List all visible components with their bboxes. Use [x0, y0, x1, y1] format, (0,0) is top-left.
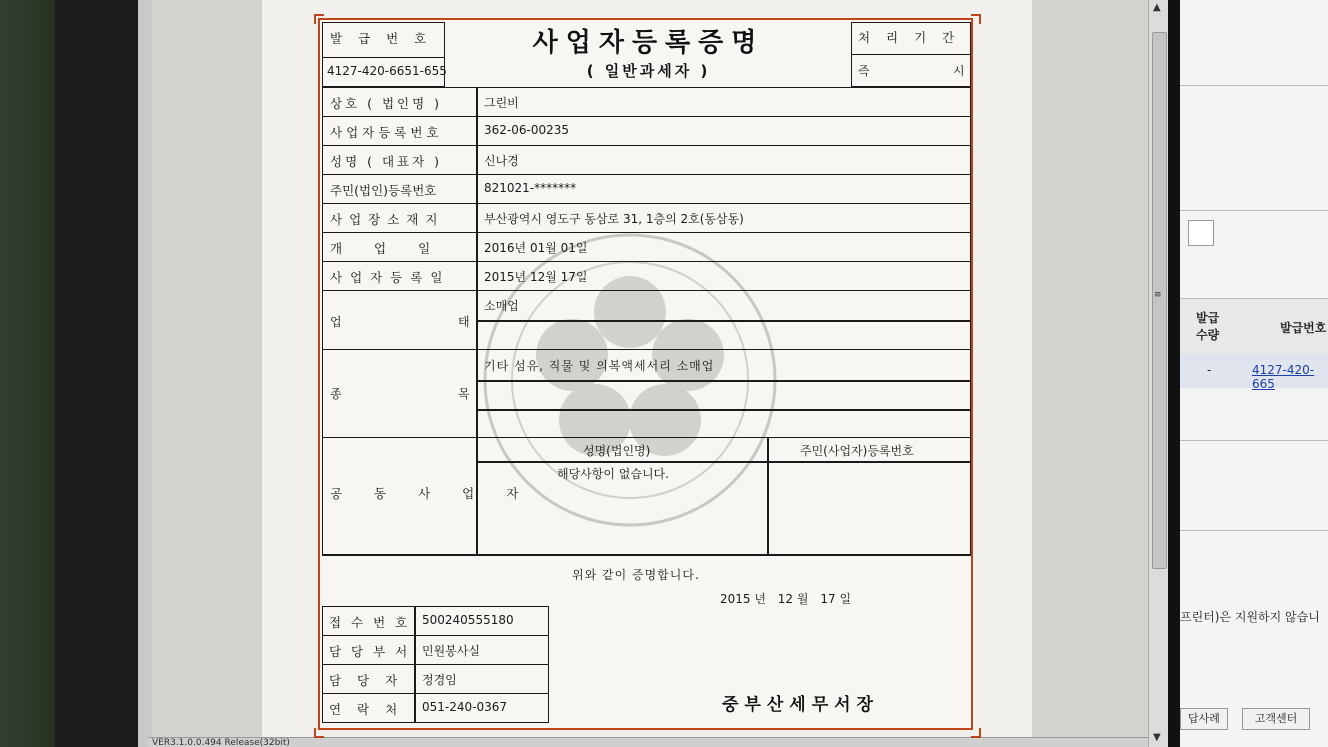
row-divider [322, 554, 971, 556]
row-divider [476, 409, 971, 411]
column-divider [767, 437, 769, 555]
day-unit: 일 [839, 592, 852, 606]
row-divider [476, 380, 971, 382]
processing-period-value-right: 시 [953, 64, 965, 78]
registration-date-value: 2015년 12월 17일 [484, 270, 588, 284]
business-item-label-right: 목 [458, 387, 470, 401]
col-qty-header: 발급 [1196, 311, 1220, 325]
column-divider [414, 606, 416, 723]
business-type-value: 소매업 [484, 299, 519, 313]
tax-office-name: 중부산세무서장 [722, 695, 879, 715]
contact-value: 051-240-0367 [422, 700, 508, 714]
row-divider [476, 461, 971, 463]
issue-day: 17 [820, 592, 836, 606]
grip-icon: ≡ [1154, 290, 1162, 300]
monitor-bezel [55, 0, 140, 747]
year-unit: 년 [754, 592, 766, 606]
crop-mark [314, 728, 324, 738]
business-item-value: 기타 섬유, 직물 및 의복액세서리 소매업 [484, 359, 715, 373]
status-bar: VER3.1.0.0.494 Release(32bit) [148, 737, 1148, 747]
input-field[interactable] [1188, 220, 1214, 246]
column-divider [476, 87, 478, 291]
resident-number-label: 주민(법인)등록번호 [330, 183, 437, 198]
registration-number-value: 362-06-00235 [484, 123, 570, 137]
row-divider [476, 320, 971, 322]
faq-button[interactable]: 답사례 [1180, 708, 1228, 730]
col-qty-header-2: 수량 [1196, 328, 1220, 342]
issue-month: 12 [777, 592, 794, 606]
table-header [1180, 298, 1328, 356]
header-divider [322, 22, 971, 88]
representative-label: 성명 ( 대표자 ) [330, 154, 443, 169]
opening-date-label: 개 업 일 [330, 241, 445, 256]
receipt-number-value: 500240555180 [422, 613, 514, 627]
issue-year: 2015 [720, 592, 751, 606]
scroll-down-icon[interactable]: ▼ [1153, 732, 1161, 743]
month-unit: 월 [796, 592, 809, 606]
business-type-label-left: 업 [330, 315, 342, 329]
joint-name-header: 성명(법인명) [583, 444, 651, 458]
customer-center-button[interactable]: 고객센터 [1242, 708, 1310, 730]
issue-number-value: 4127-420-6651-655 [327, 64, 447, 78]
joint-business-label: 공 동 사 업 자 [330, 486, 533, 501]
trade-name-value: 그린비 [484, 96, 519, 110]
issue-number-link[interactable]: 4127-420-665 [1252, 363, 1315, 391]
table-row[interactable] [1180, 354, 1328, 391]
opening-date-value: 2016년 01월 01일 [484, 241, 588, 255]
receipt-number-label: 접 수 번 호 [329, 615, 411, 630]
department-label: 담 당 부 서 [329, 644, 411, 659]
scroll-thumb[interactable] [1152, 32, 1167, 569]
registration-date-label: 사업자등록일 [330, 270, 451, 285]
crop-mark [971, 14, 981, 24]
business-type-label-right: 태 [458, 315, 470, 329]
scroll-up-icon[interactable]: ▲ [1153, 2, 1161, 13]
notice-text: 프린터)은 지원하지 않습니 [1180, 610, 1320, 624]
business-address-value: 부산광역시 영도구 동삼로 31, 1층의 2호(동삼동) [484, 212, 744, 226]
officer-label: 담 당 자 [329, 673, 404, 688]
monitor-bezel-right [1168, 0, 1180, 747]
trade-name-label: 상호 ( 법인명 ) [330, 96, 443, 111]
row-qty: - [1207, 363, 1212, 377]
column-divider [476, 349, 478, 438]
certify-text: 위와 같이 증명합니다. [572, 568, 700, 582]
joint-id-header: 주민(사업자)등록번호 [800, 444, 914, 458]
issue-number-label: 발 급 번 호 [330, 31, 433, 46]
desk-background [0, 0, 60, 747]
business-item-label-left: 종 [330, 387, 342, 401]
issue-date [720, 590, 851, 607]
processing-period-label: 처 리 기 간 [858, 30, 961, 45]
col-issue-number-header: 발급번호 [1280, 321, 1327, 335]
contact-label: 연 락 처 [329, 702, 404, 717]
business-address-label: 사업장소재지 [330, 212, 445, 227]
officer-value: 정경임 [422, 673, 457, 687]
certificate-subtitle: ( 일반과세자 ) [586, 62, 711, 80]
joint-business-value: 해당사항이 없습니다. [557, 467, 669, 481]
crop-mark [971, 728, 981, 738]
department-value: 민원봉사실 [422, 644, 480, 658]
certificate-title: 사업자등록증명 [532, 28, 765, 58]
resident-number-value: 821021-******* [484, 181, 577, 195]
vertical-scrollbar[interactable] [1148, 0, 1169, 747]
registration-number-label: 사업자등록번호 [330, 125, 443, 140]
window-left-edge [138, 0, 153, 747]
processing-period-value-left: 즉 [858, 64, 870, 78]
background-window [1180, 0, 1328, 747]
representative-value: 신나경 [484, 154, 519, 168]
